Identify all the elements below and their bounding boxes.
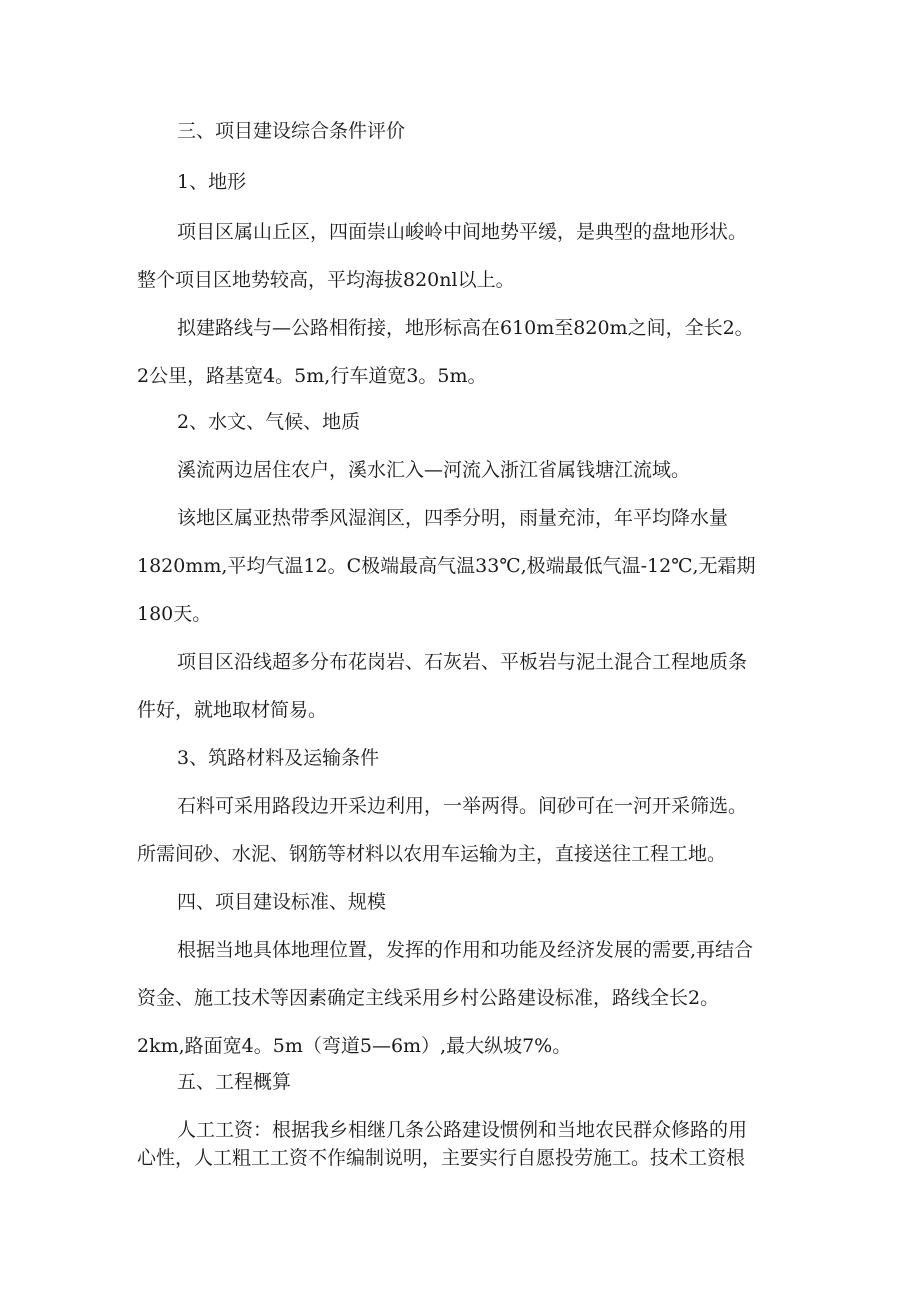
subheading-hydrology: 2、水文、气候、地质 xyxy=(177,411,361,433)
paragraph-line: 1820mm,平均气温12。C极端最高气温33℃,极端最低气温-12℃,无霜期 xyxy=(137,555,756,577)
paragraph-line: 人工工资：根据我乡相继几条公路建设惯例和当地农民群众修路的用 xyxy=(177,1119,748,1141)
paragraph-line: 项目区沿线超多分布花岗岩、石灰岩、平板岩与泥土混合工程地质条 xyxy=(177,651,748,673)
paragraph-line: 2公里，路基宽4。5m,行车道宽3。5m。 xyxy=(137,365,487,387)
paragraph-line: 拟建路线与—公路相衔接，地形标高在610m至820m之间，全长2。 xyxy=(177,317,754,339)
section-heading-5: 五、工程概算 xyxy=(177,1071,292,1093)
paragraph-line: 溪流两边居住农户，溪水汇入—河流入浙江省属钱塘江流域。 xyxy=(177,459,691,481)
paragraph-line: 项目区属山丘区，四面崇山峻岭中间地势平缓，是典型的盘地形状。 xyxy=(177,221,748,243)
subheading-materials: 3、筑路材料及运输条件 xyxy=(177,747,380,769)
paragraph-line: 件好，就地取材简易。 xyxy=(137,699,328,721)
paragraph-line: 所需间砂、水泥、钢筋等材料以农用车运输为主，直接送往工程工地。 xyxy=(137,843,727,865)
paragraph-line: 根据当地具体地理位置，发挥的作用和功能及经济发展的需要,再结合 xyxy=(177,939,754,961)
paragraph-line: 2km,路面宽4。5m（弯道5—6m）,最大纵坡7%。 xyxy=(137,1035,572,1057)
paragraph-line: 资金、施工技术等因素确定主线采用乡村公路建设标准，路线全长2。 xyxy=(137,987,720,1009)
paragraph-line: 该地区属亚热带季风湿润区，四季分明，雨量充沛，年平均降水量 xyxy=(177,507,729,529)
paragraph-line: 180天。 xyxy=(137,603,212,625)
subheading-terrain: 1、地形 xyxy=(177,171,247,193)
paragraph-line: 整个项目区地势较高，平均海拔820nl以上。 xyxy=(137,269,515,291)
paragraph-line: 石料可采用路段边开采边利用，一举两得。间砂可在一河开采筛选。 xyxy=(177,795,748,817)
section-heading-4: 四、项目建设标准、规模 xyxy=(177,891,387,913)
section-heading-3: 三、项目建设综合条件评价 xyxy=(177,120,406,142)
paragraph-line: 心性，人工粗工工资不作编制说明，主要实行自愿投劳施工。技术工资根 xyxy=(137,1147,746,1169)
